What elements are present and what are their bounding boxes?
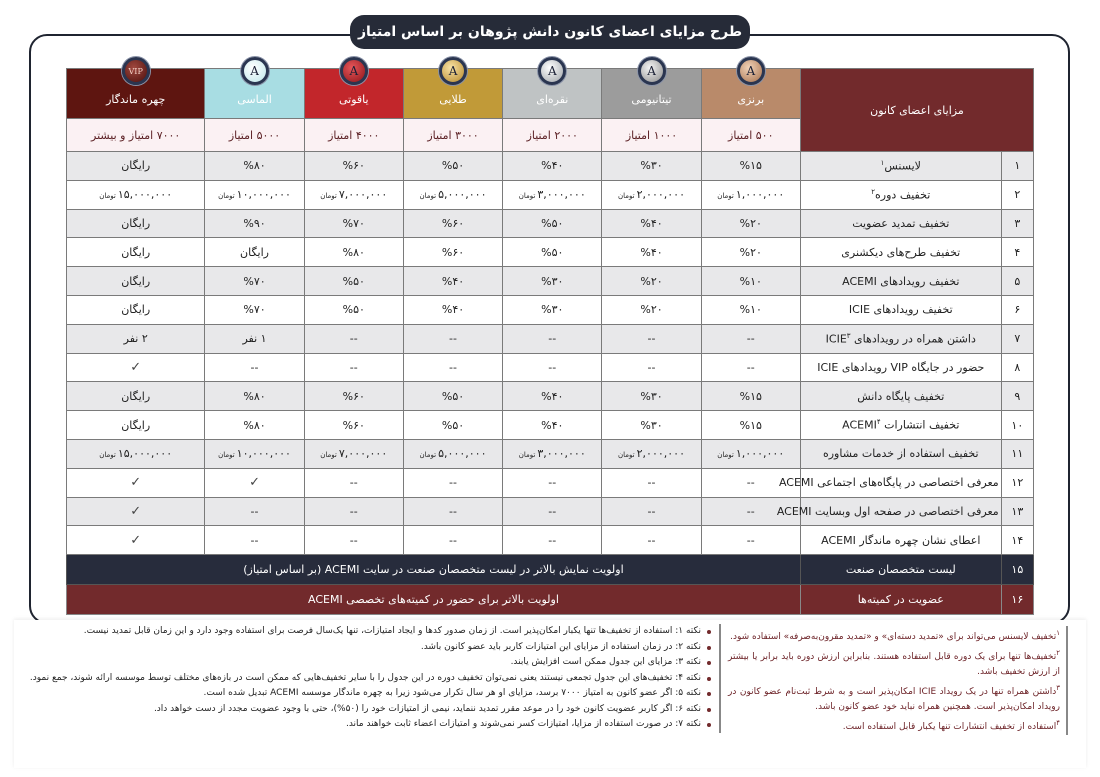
money-cell — [205, 180, 304, 209]
value-cell: -- — [503, 468, 602, 497]
value-cell: %۶۰ — [403, 209, 502, 238]
benefit-text: لایسنس — [884, 159, 921, 173]
money-cell — [403, 180, 502, 209]
benefit-label — [776, 497, 1001, 526]
benefit-label — [800, 324, 1001, 353]
value-cell: -- — [602, 497, 701, 526]
benefit-label — [800, 353, 1001, 382]
money-cell — [503, 439, 602, 468]
table-row — [67, 209, 1034, 238]
currency-unit: تومان — [518, 192, 536, 201]
footnote-text: داشتن همراه تنها در یک رویداد ICIE امکان‌پذیر است و به شرط ثبت‌نام عضو کانون در رویداد امکان‌پذیر است. همچنین همراه نباید خود عضو کانون باشد. — [728, 686, 1060, 712]
value-cell: -- — [304, 353, 403, 382]
note-item: نکته ۴: تخفیف‌های این جدول تجمعی نیستند یعنی نمی‌توان تخفیف دوره در این جدول را با سایر تخفیف‌هایی که ممکن است در بازه‌های مختلف توسط موسسه ارائه شوند، جمع نمود. — [21, 671, 711, 687]
value-cell: %۵۰ — [403, 411, 502, 440]
footnote-number: ۱ — [1056, 629, 1060, 637]
value-cell: %۵۰ — [503, 238, 602, 267]
money-cell — [701, 180, 800, 209]
value-cell: -- — [304, 526, 403, 555]
value-cell: ۲ نفر — [67, 324, 205, 353]
money-cell — [602, 180, 701, 209]
footnotes-list — [728, 626, 1068, 735]
money-amount: ۱,۰۰۰,۰۰۰ — [735, 188, 785, 202]
row-number: ۱۴ — [1001, 526, 1033, 555]
value-cell: -- — [602, 468, 701, 497]
value-cell: %۴۰ — [503, 411, 602, 440]
benefit-label — [800, 209, 1001, 238]
footnote-marker: ۲ — [871, 187, 876, 196]
value-cell: %۴۰ — [602, 238, 701, 267]
note-item: نکته ۳: مزایای این جدول ممکن است افزایش یابند. — [21, 655, 711, 671]
value-cell: -- — [304, 497, 403, 526]
tier-name: نقره‌ای — [536, 93, 569, 106]
money-amount: ۳,۰۰۰,۰۰۰ — [537, 188, 586, 202]
value-cell: رایگان — [67, 238, 205, 267]
currency-unit: تومان — [419, 192, 437, 201]
value-cell: %۲۰ — [602, 295, 701, 324]
value-cell: -- — [701, 324, 800, 353]
money-amount: ۱۵,۰۰۰,۰۰۰ — [117, 188, 173, 202]
table-row — [67, 411, 1034, 440]
value-cell: %۵۰ — [403, 382, 502, 411]
tier-points-vip: ۷۰۰۰ امتیاز و بیشتر — [67, 119, 205, 152]
value-cell: %۸۰ — [304, 238, 403, 267]
medal-silver-icon: A — [538, 57, 566, 85]
benefit-label: عضویت در کمیته‌ها — [800, 585, 1001, 615]
footnote-number: ۳ — [1056, 683, 1060, 692]
value-cell: رایگان — [67, 411, 205, 440]
value-cell: -- — [403, 497, 502, 526]
footnote-text: تخفیف‌ها تنها برای یک دوره قابل استفاده هستند. بنابراین ارزش دوره باید برابر یا بیشتر از ارزش تخفیف باشد. — [728, 651, 1060, 677]
table-row — [67, 267, 1034, 296]
benefit-label — [800, 382, 1001, 411]
footnote-marker: ۴ — [876, 418, 881, 427]
medal-ruby-icon: A — [340, 57, 368, 85]
value-cell: %۵۰ — [503, 209, 602, 238]
value-cell: %۳۰ — [602, 152, 701, 181]
value-cell: %۳۰ — [503, 267, 602, 296]
value-cell: %۸۰ — [205, 411, 304, 440]
check-cell — [67, 497, 205, 526]
footnote-number: ۲ — [1056, 648, 1060, 657]
row-number: ۹ — [1001, 382, 1033, 411]
tier-header-vip — [67, 66, 205, 119]
value-cell: -- — [701, 497, 800, 526]
note-item: نکته ۲: در زمان استفاده از مزایای این امتیازات کاربر باید عضو کانون باشد. — [21, 640, 711, 656]
money-amount: ۵,۰۰۰,۰۰۰ — [438, 447, 487, 461]
value-cell: %۱۵ — [701, 152, 800, 181]
currency-unit: تومان — [99, 192, 116, 201]
note-item: نکته ۷: در صورت استفاده از مزایا، امتیازات کسر نمی‌شوند و امتیازات اعضاء ثابت خواهند ماند. — [21, 717, 711, 733]
check-icon: ✓ — [130, 359, 142, 375]
medal-vip-icon: VIP — [122, 57, 150, 85]
wide-value: اولویت نمایش بالاتر در لیست متخصصان صنعت در سایت ACEMI (بر اساس امتیاز) — [67, 555, 801, 585]
tier-header-diamond — [205, 64, 304, 119]
benefit-text: معرفی اختصاصی در صفحه اول وبسایت ACEMI — [776, 504, 999, 518]
benefit-text: اعطای نشان چهره ماندگار ACEMI — [821, 533, 981, 547]
money-amount: ۵,۰۰۰,۰۰۰ — [438, 188, 487, 202]
money-cell — [304, 180, 403, 209]
value-cell: -- — [602, 353, 701, 382]
value-cell: -- — [403, 526, 502, 555]
value-cell: -- — [503, 526, 602, 555]
value-cell: %۴۰ — [602, 209, 701, 238]
currency-unit: تومان — [218, 192, 235, 201]
currency-unit: تومان — [320, 192, 337, 201]
table-row — [67, 382, 1034, 411]
row-number: ۱۵ — [1001, 555, 1033, 585]
table-row — [67, 497, 1034, 526]
table-row — [67, 468, 1034, 497]
tier-points-ruby: ۴۰۰۰ امتیاز — [304, 119, 403, 152]
tier-name: الماسی — [237, 93, 272, 106]
value-cell: %۸۰ — [205, 152, 304, 181]
benefit-text: تخفیف دوره — [875, 188, 931, 202]
value-cell: %۵۰ — [304, 295, 403, 324]
value-cell: %۵۰ — [403, 152, 502, 181]
row-number: ۷ — [1001, 324, 1033, 353]
benefit-text: تخفیف پایگاه دانش — [857, 389, 945, 403]
value-cell: -- — [701, 526, 800, 555]
wide-row — [67, 585, 1034, 615]
row-number: ۶ — [1001, 295, 1033, 324]
value-cell: -- — [602, 526, 701, 555]
value-cell: ۱ نفر — [205, 324, 304, 353]
value-cell: %۱۵ — [701, 382, 800, 411]
money-cell — [205, 439, 304, 468]
benefit-label — [800, 267, 1001, 296]
benefit-text: تخفیف استفاده از خدمات مشاوره — [822, 447, 979, 461]
benefits-table — [66, 64, 1034, 615]
value-cell: %۶۰ — [304, 152, 403, 181]
footnote-item — [728, 716, 1060, 736]
currency-unit: تومان — [419, 451, 437, 460]
value-cell: -- — [205, 353, 304, 382]
benefit-text: تخفیف تمدید عضویت — [852, 216, 950, 230]
value-cell: %۶۰ — [403, 238, 502, 267]
value-cell: رایگان — [67, 382, 205, 411]
benefit-label — [800, 238, 1001, 267]
currency-unit: تومان — [99, 451, 116, 460]
value-cell: %۶۰ — [304, 411, 403, 440]
medal-gold-icon: A — [439, 57, 467, 85]
value-cell: %۷۰ — [205, 267, 304, 296]
value-cell: %۶۰ — [304, 382, 403, 411]
money-amount: ۲,۰۰۰,۰۰۰ — [636, 188, 685, 202]
benefit-text: تخفیف رویدادهای ACEMI — [842, 274, 960, 288]
benefit-text: تخفیف طرح‌های دیکشنری — [841, 245, 961, 259]
value-cell: %۱۵ — [701, 411, 800, 440]
money-amount: ۲,۰۰۰,۰۰۰ — [636, 447, 685, 461]
benefit-label — [800, 411, 1001, 440]
money-cell — [67, 180, 205, 209]
row-number: ۴ — [1001, 238, 1033, 267]
row-number: ۳ — [1001, 209, 1033, 238]
currency-unit: تومان — [320, 451, 337, 460]
benefit-column-header: مزایای اعضای کانون — [800, 69, 1033, 152]
value-cell: -- — [403, 353, 502, 382]
tier-points-gold: ۳۰۰۰ امتیاز — [403, 119, 502, 152]
value-cell: -- — [403, 468, 502, 497]
check-cell — [205, 468, 304, 497]
notes-list — [21, 624, 721, 733]
footnote-marker: ۱ — [880, 159, 885, 168]
table-row — [67, 238, 1034, 267]
benefit-text: تخفیف انتشارات ACEMI — [842, 418, 960, 432]
benefit-label — [800, 439, 1001, 468]
value-cell: %۴۰ — [403, 267, 502, 296]
value-cell: %۲۰ — [701, 238, 800, 267]
notes-section — [14, 620, 1086, 768]
tier-points-silver: ۲۰۰۰ امتیاز — [503, 119, 602, 152]
benefit-label: لیست متخصصان صنعت — [800, 555, 1001, 585]
currency-unit: تومان — [717, 192, 734, 201]
table-row — [67, 324, 1034, 353]
money-amount: ۱۰,۰۰۰,۰۰۰ — [236, 188, 291, 202]
table-row — [67, 295, 1034, 324]
money-cell — [602, 439, 701, 468]
check-icon: ✓ — [249, 475, 260, 491]
benefit-text: تخفیف رویدادهای ICIE — [848, 303, 953, 317]
table-row — [67, 180, 1034, 209]
money-cell — [403, 439, 502, 468]
value-cell: -- — [205, 526, 304, 555]
note-item: نکته ۶: اگر کاربر عضویت کانون خود را در موعد مقرر تمدید ننماید، نیمی از امتیازات خود را (۵۰%)، حتی با وجود عضویت مجدد از دست خواهد داد. — [21, 702, 711, 718]
note-item: نکته ۱: استفاده از تخفیف‌ها تنها یکبار امکان‌پذیر است. از زمان صدور کدها و ایجاد امتیازات، تنها یک‌سال فرصت برای استفاده وجود دارد و این زمان قابل تمدید نیست. — [21, 624, 711, 640]
table-row — [67, 526, 1034, 555]
money-cell — [304, 439, 403, 468]
benefit-label — [800, 152, 1001, 181]
benefit-text: حضور در جایگاه VIP رویدادهای ICIE — [817, 360, 985, 374]
value-cell: -- — [503, 324, 602, 353]
footnote-item — [728, 681, 1060, 716]
value-cell: -- — [304, 324, 403, 353]
tier-header-gold — [403, 64, 502, 119]
benefit-label — [800, 295, 1001, 324]
footnote-text: استفاده از تخفیف انتشارات تنها یکبار قابل استفاده است. — [842, 721, 1057, 732]
money-cell — [67, 439, 205, 468]
row-number: ۱۶ — [1001, 585, 1033, 615]
currency-unit: تومان — [218, 451, 235, 460]
benefit-label — [800, 180, 1001, 209]
row-number: ۱ — [1001, 152, 1033, 181]
value-cell: رایگان — [67, 152, 205, 181]
value-cell: -- — [701, 353, 800, 382]
row-number: ۵ — [1001, 267, 1033, 296]
note-item: نکته ۵: اگر عضو کانون به امتیاز ۷۰۰۰ برسد، مزایای او هر سال تکرار می‌شود زیرا به چهره ماندگار موسسه ACEMI تبدیل شده است. — [21, 686, 711, 702]
money-amount: ۷,۰۰۰,۰۰۰ — [338, 447, 388, 461]
value-cell: -- — [503, 497, 602, 526]
value-cell: %۷۰ — [205, 295, 304, 324]
wide-row — [67, 555, 1034, 585]
row-number: ۱۱ — [1001, 439, 1033, 468]
tier-name: طلایی — [439, 93, 467, 106]
row-number: ۱۲ — [1001, 468, 1033, 497]
footnote-marker: ۳ — [846, 331, 851, 340]
tier-header-bronze — [701, 64, 800, 119]
tier-name: چهره ماندگار — [106, 93, 166, 106]
benefit-text: داشتن همراه در رویدادهای ICIE — [825, 332, 976, 346]
medal-bronze-icon: A — [737, 57, 765, 85]
footnote-text: تخفیف لایسنس می‌تواند برای «تمدید دسته‌ای» و «تمدید مقرون‌به‌صرفه» استفاده شود. — [730, 632, 1057, 642]
check-cell — [67, 526, 205, 555]
currency-unit: تومان — [618, 451, 635, 460]
money-amount: ۳,۰۰۰,۰۰۰ — [537, 447, 586, 461]
tier-header-titanium — [602, 64, 701, 119]
value-cell: رایگان — [67, 295, 205, 324]
money-amount: ۱,۰۰۰,۰۰۰ — [735, 447, 785, 461]
row-number: ۱۳ — [1001, 497, 1033, 526]
value-cell: %۴۰ — [503, 382, 602, 411]
value-cell: -- — [503, 353, 602, 382]
tier-header-ruby — [304, 64, 403, 119]
money-amount: ۱۵,۰۰۰,۰۰۰ — [117, 447, 173, 461]
tier-points-bronze: ۵۰۰ امتیاز — [701, 119, 800, 152]
money-cell — [503, 180, 602, 209]
value-cell: %۸۰ — [205, 382, 304, 411]
currency-unit: تومان — [717, 451, 734, 460]
footnote-number: ۴ — [1056, 718, 1060, 727]
table-row — [67, 152, 1034, 181]
table-row — [67, 439, 1034, 468]
benefit-text: معرفی اختصاصی در پایگاه‌های اجتماعی ACEMI — [778, 476, 999, 490]
value-cell: %۱۰ — [701, 295, 800, 324]
benefit-label — [800, 526, 1001, 555]
tier-name: تیتانیومی — [631, 93, 672, 106]
tier-header-silver — [503, 64, 602, 119]
value-cell: -- — [403, 324, 502, 353]
table-row — [67, 353, 1034, 382]
check-cell — [67, 468, 205, 497]
value-cell: -- — [304, 468, 403, 497]
tier-name: یاقوتی — [338, 93, 369, 106]
value-cell: -- — [602, 324, 701, 353]
value-cell: %۳۰ — [503, 295, 602, 324]
check-icon: ✓ — [130, 503, 142, 519]
check-cell — [67, 353, 205, 382]
row-number: ۲ — [1001, 180, 1033, 209]
benefit-label — [778, 468, 1001, 497]
footnote-item — [728, 646, 1060, 681]
value-cell: %۱۰ — [701, 267, 800, 296]
money-amount: ۷,۰۰۰,۰۰۰ — [338, 188, 388, 202]
footnote-item — [728, 626, 1060, 646]
value-cell: %۳۰ — [602, 382, 701, 411]
money-cell — [701, 439, 800, 468]
value-cell: %۲۰ — [701, 209, 800, 238]
currency-unit: تومان — [518, 451, 536, 460]
value-cell: %۳۰ — [602, 411, 701, 440]
value-cell: رایگان — [67, 209, 205, 238]
check-icon: ✓ — [130, 475, 142, 491]
check-icon: ✓ — [130, 532, 142, 548]
row-number: ۱۰ — [1001, 411, 1033, 440]
currency-unit: تومان — [618, 192, 635, 201]
value-cell: -- — [701, 468, 800, 497]
medal-titanium-icon: A — [638, 57, 666, 85]
value-cell: %۲۰ — [602, 267, 701, 296]
tier-name: برنزی — [737, 93, 765, 106]
value-cell: رایگان — [67, 267, 205, 296]
page-title: طرح مزایای اعضای کانون دانش پژوهان بر اساس امتیاز — [350, 15, 750, 49]
medal-diamond-icon: A — [241, 57, 269, 85]
value-cell: %۹۰ — [205, 209, 304, 238]
value-cell: %۴۰ — [503, 152, 602, 181]
tier-points-titanium: ۱۰۰۰ امتیاز — [602, 119, 701, 152]
row-number: ۸ — [1001, 353, 1033, 382]
value-cell: رایگان — [205, 238, 304, 267]
wide-value: اولویت بالاتر برای حضور در کمیته‌های تخصصی ACEMI — [67, 585, 801, 615]
tier-points-diamond: ۵۰۰۰ امتیاز — [205, 119, 304, 152]
value-cell: -- — [205, 497, 304, 526]
money-amount: ۱۰,۰۰۰,۰۰۰ — [236, 447, 291, 461]
value-cell: %۷۰ — [304, 209, 403, 238]
value-cell: %۴۰ — [403, 295, 502, 324]
value-cell: %۵۰ — [304, 267, 403, 296]
